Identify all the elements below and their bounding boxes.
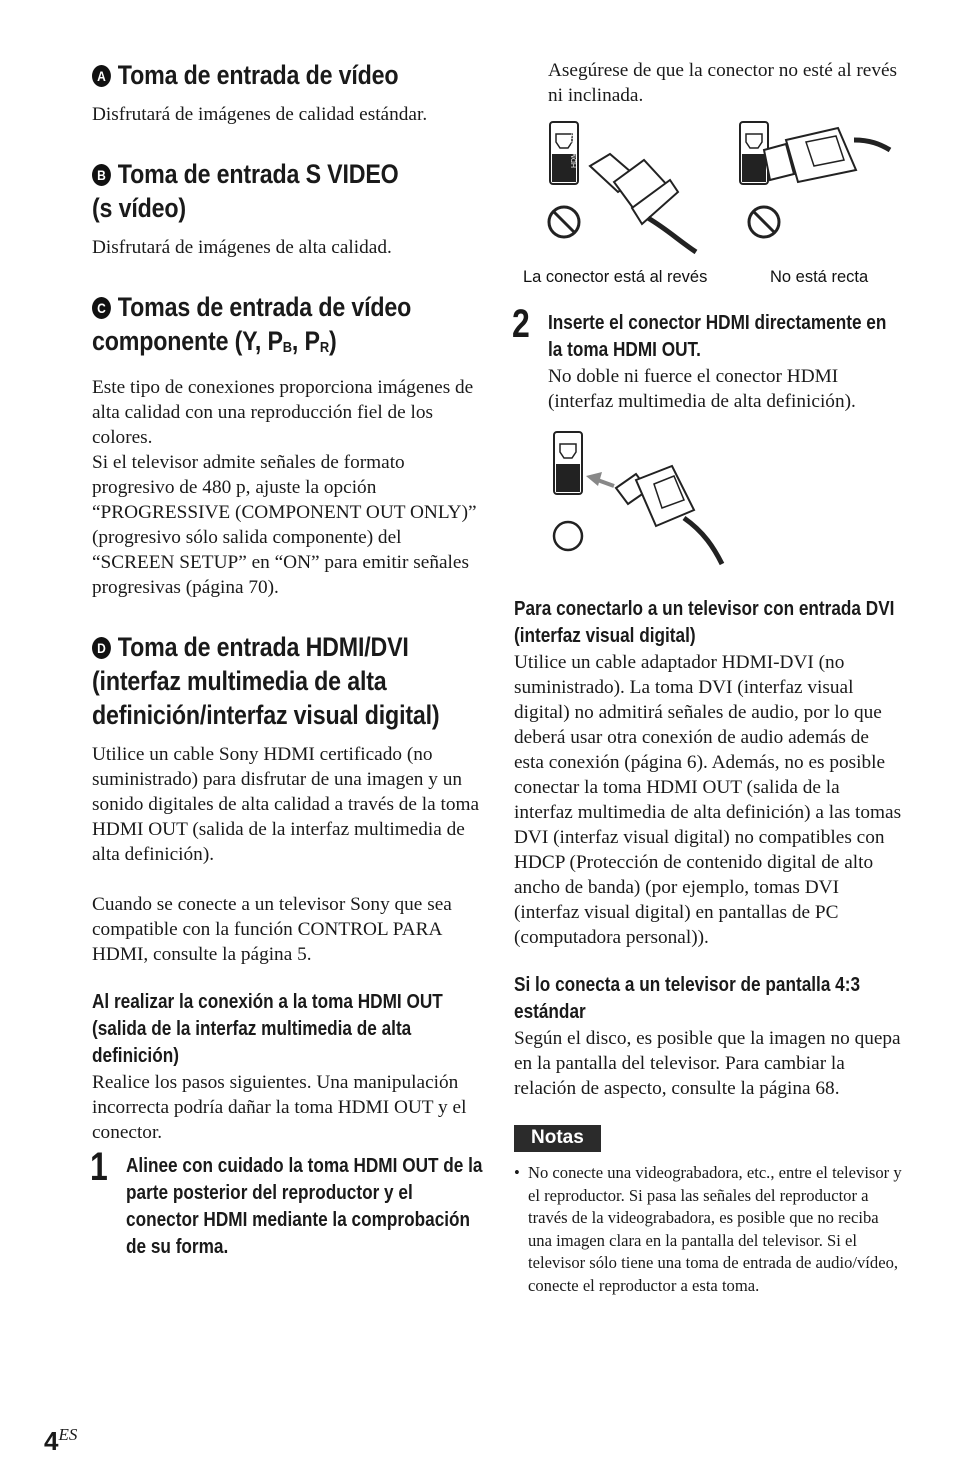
- hdmi-port-icon: [550, 122, 578, 184]
- hdmi-plug-icon: [590, 154, 696, 252]
- section-b-body: Disfrutará de imágenes de alta calidad.: [92, 237, 392, 258]
- section-a-body: Disfrutará de imágenes de calidad estándar.: [92, 104, 428, 125]
- figure-captions: [514, 270, 902, 294]
- section-b-title: B Toma de entrada S VIDEO (s vídeo): [92, 159, 399, 223]
- step-2-number: 2: [512, 302, 530, 346]
- section-c-title: C Tomas de entrada de vídeo componente (Y, PB, PR): [92, 292, 412, 356]
- left-column: [92, 58, 484, 1261]
- badge-d: D: [92, 637, 111, 659]
- correct-insertion-figure: [544, 428, 764, 578]
- insert-arrow-icon: [586, 472, 614, 486]
- step-1: [90, 1145, 484, 1261]
- dvi-heading: Para conectarlo a un televisor con entrada DVI (interfaz visual digital): [514, 598, 895, 647]
- wrong-insertion-figure: [518, 120, 898, 270]
- hdmi-connection-body: Realice los pasos siguientes. Una manipulación incorrecta podría dañar la toma HDMI OUT y el conector.: [92, 1072, 467, 1143]
- step-2-body: No doble ni fuerce el conector HDMI (interfaz multimedia de alta definición).: [548, 366, 856, 412]
- hdmi-connection-heading: Al realizar la conexión a la toma HDMI OUT (salida de la interfaz multimedia de alta definición): [92, 991, 443, 1067]
- hdmi-port-icon: [554, 432, 582, 494]
- caption-not-straight: No está recta: [770, 268, 869, 286]
- svg-text:HDMI OUT: HDMI OUT: [571, 133, 578, 168]
- badge-c: C: [92, 297, 111, 319]
- caption-upside-down: La conector está al revés: [523, 268, 708, 286]
- badge-a: A: [92, 65, 111, 87]
- plug-orientation-intro: Asegúrese de que la conector no esté al revés ni inclinada.: [548, 60, 898, 106]
- hdmi-plug-icon: [616, 466, 722, 564]
- ok-circle-icon: [554, 522, 582, 550]
- badge-b: B: [92, 164, 111, 186]
- step-2-text: Inserte el conector HDMI directamente en la toma HDMI OUT.: [548, 312, 887, 361]
- section-c-body-1: Este tipo de conexiones proporciona imágenes de alta calidad con una reproducción fiel de los colores.: [92, 377, 474, 448]
- hdmi-plug-icon: [764, 128, 890, 182]
- prohibited-icon: [749, 207, 779, 237]
- step-1-number: 1: [90, 1145, 108, 1189]
- note-item: • No conecte una videograbadora, etc., entre el televisor y el reproductor. Si pasa las señales del reproductor a través de la videograbadora, es posible que no reciba una imagen clara en la pantalla del televisor. Si el televisor sólo tiene una toma de entrada de audio/vídeo, conecte el reproductor a esta toma.: [514, 1162, 902, 1298]
- notes-label: Notas: [514, 1125, 601, 1152]
- ratio-body: Según el disco, es posible que la imagen no quepa en la pantalla del televisor. Para cambiar la relación de aspecto, consulte la página 68.: [514, 1028, 901, 1099]
- page-number: $4^{ES}$: [44, 1425, 78, 1456]
- step-2: [512, 302, 902, 414]
- prohibited-icon: [549, 207, 579, 237]
- section-d-title: D Toma de entrada HDMI/DVI (interfaz multimedia de alta definición/interfaz visual digital): [92, 632, 440, 730]
- section-a-title: A Toma de entrada de vídeo: [92, 58, 483, 92]
- dvi-body: Utilice un cable adaptador HDMI-DVI (no suministrado). La toma DVI (interfaz visual digital) no admitirá señales de audio, por lo que deberá usar otra conexión de audio además de esta conexión (página 6). Además, no es posible conectar la toma HDMI OUT (salida de la interfaz multimedia de alta definición) a las tomas DVI (interfaz visual digital) no compatibles con HDCP (Protección de contenido digital de alto ancho de banda) (por ejemplo, tomas DVI (interfaz visual digital) en pantallas de PC (computadora personal)).: [514, 652, 902, 948]
- section-c-body-2: Si el televisor admite señales de formato progresivo de 480 p, ajuste la opción “PROGRESSIVE (COMPONENT OUT ONLY)” (progresivo sólo salida componente) del “SCREEN SETUP” en “ON” para emitir señales progresivas (página 70).: [92, 452, 477, 598]
- ratio-heading: Si lo conecta a un televisor de pantalla 4:3 estándar: [514, 974, 861, 1023]
- section-d-body-1: Utilice un cable Sony HDMI certificado (no suministrado) para disfrutar de una imagen y un sonido digitales de alta calidad a través de la toma HDMI OUT (salida de la interfaz multimedia de alta definición).: [92, 744, 480, 865]
- right-column: [514, 58, 902, 1298]
- step-1-text: Alinee con cuidado la toma HDMI OUT de la parte posterior del reproductor y el conector HDMI mediante la comprobación de su forma.: [126, 1155, 483, 1258]
- page-language-suffix: ES: [58, 1425, 78, 1444]
- section-d-body-2: Cuando se conecte a un televisor Sony que sea compatible con la función CONTROL PARA HDMI, consulte la página 5.: [92, 894, 452, 965]
